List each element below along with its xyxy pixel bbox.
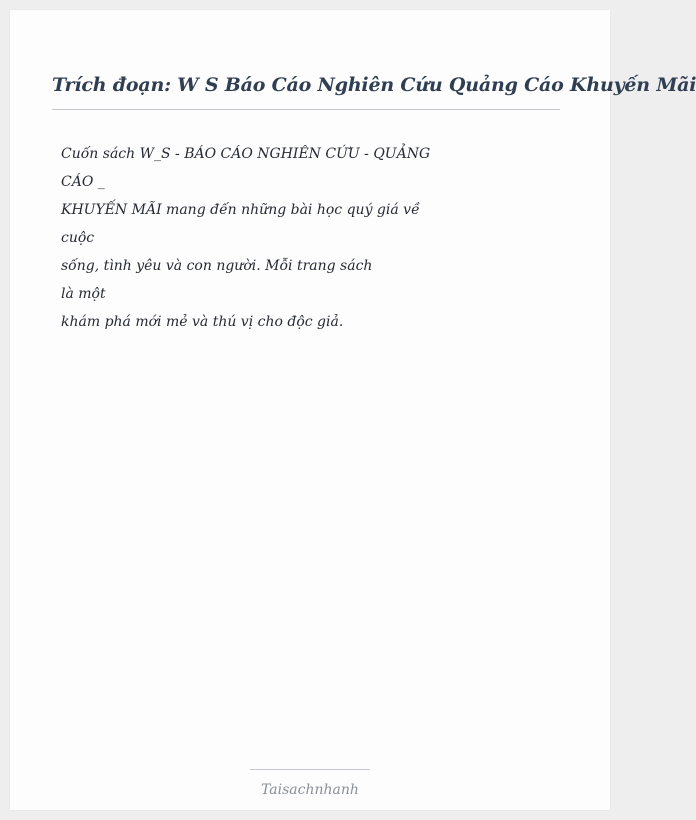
excerpt-line: CÁO _ — [61, 174, 105, 190]
footer-divider — [250, 769, 370, 770]
excerpt-line: là một — [61, 286, 106, 302]
document-page — [10, 10, 696, 810]
excerpt-line: sống, tình yêu và con người. Mỗi trang sách — [61, 258, 373, 274]
footer-source: Taisachnhanh — [261, 782, 359, 798]
excerpt-line: KHUYẾN MÃI mang đến những bài học quý giá về — [61, 202, 420, 218]
title-divider — [52, 109, 560, 110]
excerpt-body — [61, 140, 481, 336]
excerpt-line: cuộc — [61, 230, 95, 246]
excerpt-line: Cuốn sách W_S - BÁO CÁO NGHIÊN CỨU - QUẢNG — [61, 146, 431, 162]
document-title: Trích đoạn: W S Báo Cáo Nghiên Cứu Quảng Cáo Khuyến Mãi — [52, 74, 696, 96]
excerpt-line: khám phá mới mẻ và thú vị cho độc giả. — [61, 314, 344, 330]
